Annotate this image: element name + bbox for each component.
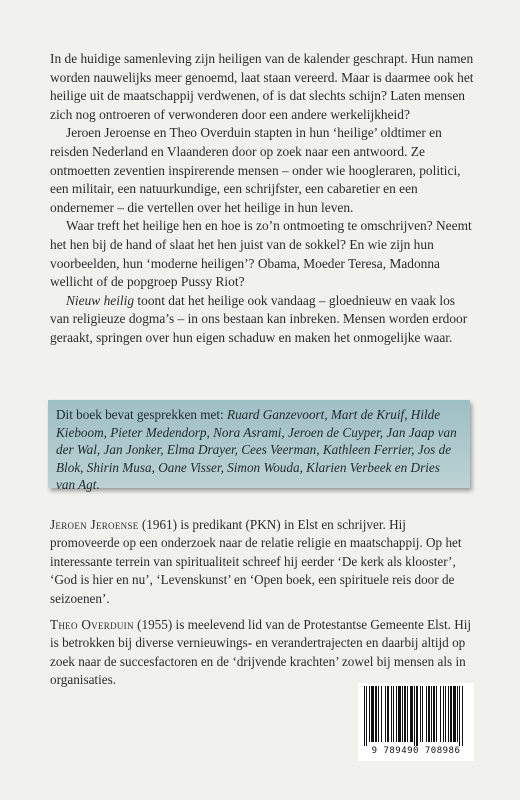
blurb <box>50 50 475 348</box>
barcode-bar <box>378 686 379 742</box>
barcode-bar <box>457 686 458 742</box>
barcode-bar <box>420 686 421 742</box>
barcode-bar <box>433 686 435 742</box>
barcode-bar <box>387 686 389 742</box>
paragraph-conclusion <box>50 292 475 348</box>
barcode-bar <box>375 686 377 742</box>
barcode-bar <box>436 686 437 742</box>
paragraph-intro: In de huidige samenleving zijn heiligen van de kalender geschrapt. Hun namen worden nauwelijks meer genoemd, laat staan vereerd. Maar is daarmee ook het heilige uit de maatschappij verdwenen, of is dat slechts schijn? Laten mensen zich nog ontroeren of verwonderen door een andere werkelijkheid? <box>50 51 474 122</box>
barcode-bar <box>426 686 427 742</box>
barcode-bar <box>453 686 456 742</box>
paragraph-questions: Waar treft het heilige hen en hoe is zo’n ontmoeting te omschrijven? Neemt het hen bij de hand of slaat het hen juist van de sokkel? En wie zijn hun voorbeelden, hun ‘moderne heiligen’? Obama, Moeder Teresa, Madonna wellicht of de popgroep Pussy Riot? <box>50 218 472 290</box>
paragraph-journey: Jeroen Jeroense en Theo Overduin stapten in hun ‘heilige’ oldtimer en reisden Nederland en Vlaanderen door op zoek naar een antwoord. Ze ontmoetten zeventien inspirerende mensen – onder wie hoogleraren, politici, een militair, een natuurkundige, een schrijfster, een cabaretier en een ondernemer – die vertellen over het heilige in hun leven. <box>50 125 461 215</box>
barcode-bar <box>445 686 446 742</box>
barcode-bar <box>371 686 374 742</box>
barcode-bar <box>385 686 386 742</box>
barcode-bar <box>410 686 413 742</box>
barcode-bar <box>398 686 401 742</box>
interviewees-lead: Dit boek bevat gesprekken met: <box>56 407 228 422</box>
barcode-bar <box>396 686 397 742</box>
barcode-bar <box>462 686 463 746</box>
author-bio-overduin <box>50 616 475 690</box>
barcode-bar <box>428 686 430 742</box>
author-bio-text: (1961) is predikant (PKN) in Elst en schrijver. Hij promoveerde op een onderzoek naar de relatie religie en maatschappij. Op het interessante terrein van spiritualiteit schreef hij eerder ‘De kerk als klooster’, ‘God is hier en nu’, ‘Levenskunst’ en ‘Open boek, een spirituele reis door de seizoenen’. <box>50 517 462 606</box>
interviewees-box <box>48 400 470 493</box>
barcode-bar <box>440 686 441 742</box>
barcode-bar <box>459 686 460 746</box>
author-bio-jeroense <box>50 516 475 608</box>
barcode-bar <box>448 686 449 742</box>
barcode-bars <box>362 686 470 746</box>
barcode-bar <box>402 686 403 742</box>
barcode-bar <box>443 686 444 742</box>
author-name: Jeroen Jeroense <box>50 517 139 532</box>
author-name: Theo Overduin <box>50 617 134 632</box>
barcode-bar <box>407 686 408 742</box>
conclusion-text: toont dat het heilige ook vandaag – gloednieuw en vaak los van religieuze dogma’s – in ons bestaan kan inbreken. Mensen worden erdoor geraakt, springen over hun eigen schaduw en maken het onmogelijke waar. <box>50 292 468 345</box>
barcode-bar <box>393 686 394 742</box>
barcode-bar <box>414 686 415 746</box>
barcode-bar <box>391 686 392 742</box>
barcode-bar <box>431 686 432 742</box>
author-bio-text: (1955) is meelevend lid van de Protestantse Gemeente Elst. Hij is betrokken bij diverse vernieuwings- en verandertrajecten en daarbij altijd op zoek naar de succesfactoren en de ‘drijvende krachten’ zowel bij mensen als in organisaties. <box>50 617 472 688</box>
barcode-bar <box>422 686 423 742</box>
book-title: Nieuw heilig <box>66 292 135 308</box>
barcode-bar <box>450 686 452 742</box>
isbn-barcode <box>358 683 474 761</box>
barcode-digits: 9 789490 708986 <box>371 746 461 756</box>
barcode-bar <box>416 686 418 746</box>
interviewees-names: Ruard Ganzevoort, Mart de Kruif, Hilde Kieboom, Pieter Medendorp, Nora Asrami, Jeroen de Cuyper, Jan Jaap van der Wal, Jan Jonker, Elma Drayer, Cees Veerman, Kathleen Ferrier, Jos de Blok, Shirin Musa, Oane Visser, Simon Wouda, Klarien Verbeek en Dries van Agt. <box>56 407 457 493</box>
barcode-bar <box>369 686 370 742</box>
barcode-bar <box>404 686 406 742</box>
barcode-bar <box>381 686 382 742</box>
barcode-bar <box>366 686 367 746</box>
barcode-bar <box>364 686 365 746</box>
